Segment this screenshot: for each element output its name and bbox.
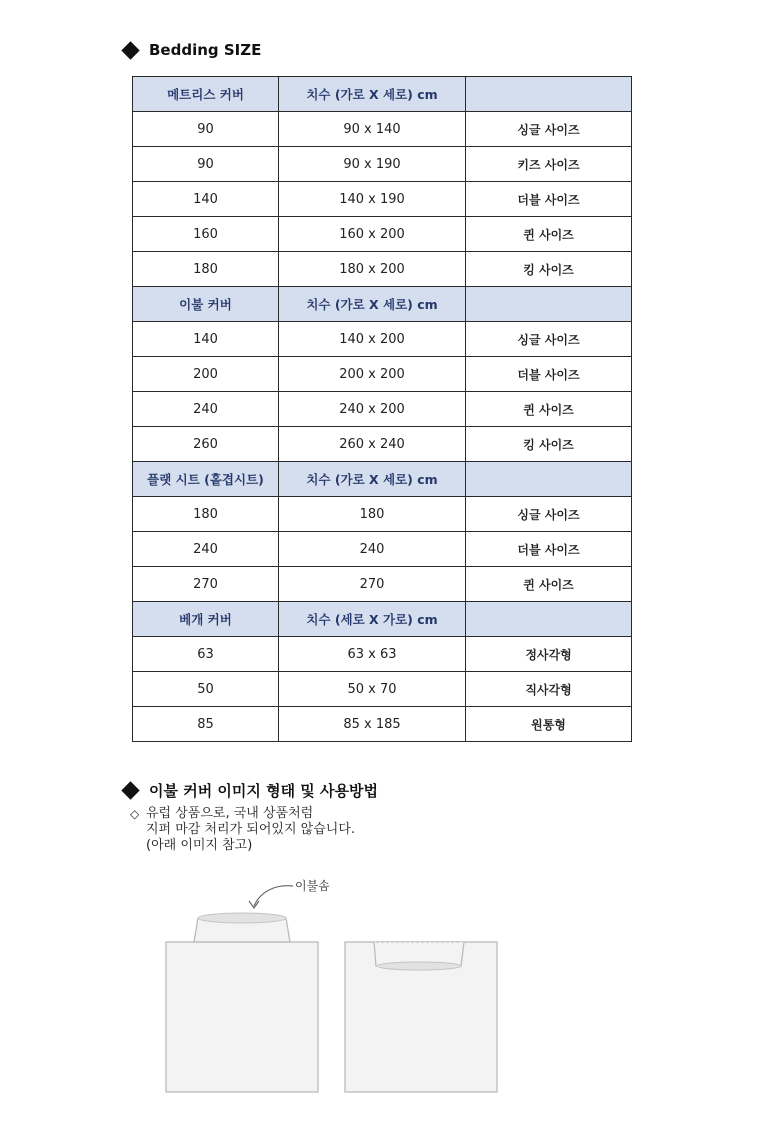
table-cell: 싱글 사이즈: [466, 322, 632, 357]
section-title: Bedding SIZE: [149, 41, 262, 59]
cover-open-view: [166, 913, 318, 1092]
table-cell: 180: [133, 497, 279, 532]
table-cell: 85 x 185: [279, 707, 466, 742]
table-header-row: [133, 602, 632, 637]
header-cell: [466, 77, 632, 112]
table-header-row: [133, 287, 632, 322]
header-cell: 치수 (세로 X 가로) cm: [279, 602, 466, 637]
note-line: 지퍼 마감 처리가 되어있지 않습니다.: [146, 822, 356, 837]
header-cell: 치수 (가로 X 세로) cm: [279, 462, 466, 497]
table-cell: 140 x 190: [279, 182, 466, 217]
duvet-cover-illustration: [150, 870, 510, 1110]
table-cell: 90 x 140: [279, 112, 466, 147]
table-cell: 260: [133, 427, 279, 462]
table-cell: 50 x 70: [279, 672, 466, 707]
duvet-insert-label: 이불솜: [295, 879, 330, 893]
table-cell: 원통형: [466, 707, 632, 742]
table-cell: 싱글 사이즈: [466, 497, 632, 532]
table-cell: 63: [133, 637, 279, 672]
header-cell: [466, 462, 632, 497]
table-row: [133, 147, 632, 182]
table-row: [133, 672, 632, 707]
table-row: [133, 567, 632, 602]
table-cell: 63 x 63: [279, 637, 466, 672]
table-cell: 퀸 사이즈: [466, 217, 632, 252]
table-header-row: [133, 462, 632, 497]
usage-notes: [130, 806, 355, 854]
table-row: [133, 707, 632, 742]
table-cell: 더블 사이즈: [466, 357, 632, 392]
table-cell: 퀸 사이즈: [466, 392, 632, 427]
table-cell: 200: [133, 357, 279, 392]
table-cell: 240: [279, 532, 466, 567]
table-cell: 더블 사이즈: [466, 532, 632, 567]
table-row: [133, 427, 632, 462]
table-cell: 140: [133, 182, 279, 217]
table-header-row: [133, 77, 632, 112]
table-cell: 160: [133, 217, 279, 252]
table-cell: 85: [133, 707, 279, 742]
table-row: [133, 392, 632, 427]
table-cell: 90: [133, 112, 279, 147]
table-row: [133, 252, 632, 287]
hollow-diamond-icon: ◇: [130, 807, 140, 821]
header-cell: 베개 커버: [133, 602, 279, 637]
diamond-bullet-icon: [121, 781, 139, 799]
table-cell: 270: [279, 567, 466, 602]
table-cell: 240: [133, 532, 279, 567]
table-row: [133, 217, 632, 252]
table-cell: 50: [133, 672, 279, 707]
table-cell: 240 x 200: [279, 392, 466, 427]
arrow-icon: [254, 886, 293, 906]
table-cell: 260 x 240: [279, 427, 466, 462]
table-cell: 200 x 200: [279, 357, 466, 392]
note-line: (아래 이미지 참고): [146, 838, 253, 853]
section-title: 이불 커버 이미지 형태 및 사용방법: [149, 782, 378, 800]
table-cell: 킹 사이즈: [466, 252, 632, 287]
header-cell: 이불 커버: [133, 287, 279, 322]
header-cell: 치수 (가로 X 세로) cm: [279, 287, 466, 322]
table-cell: 240: [133, 392, 279, 427]
table-cell: 90: [133, 147, 279, 182]
table-row: [133, 182, 632, 217]
table-cell: 퀸 사이즈: [466, 567, 632, 602]
cover-closed-view: [345, 942, 497, 1092]
section-heading-usage: [121, 780, 378, 801]
table-cell: 직사각형: [466, 672, 632, 707]
table-row: [133, 112, 632, 147]
table-row: [133, 637, 632, 672]
table-cell: 90 x 190: [279, 147, 466, 182]
note-line: 유럽 상품으로, 국내 상품처럼: [146, 806, 314, 821]
table-row: [133, 497, 632, 532]
table-row: [133, 322, 632, 357]
bedding-size-table: [132, 76, 632, 742]
table-cell: 140: [133, 322, 279, 357]
table-cell: 더블 사이즈: [466, 182, 632, 217]
table-cell: 180: [279, 497, 466, 532]
table-cell: 180 x 200: [279, 252, 466, 287]
header-cell: 메트리스 커버: [133, 77, 279, 112]
header-cell: [466, 287, 632, 322]
table-cell: 160 x 200: [279, 217, 466, 252]
section-heading-bedding-size: [121, 41, 261, 59]
table-row: [133, 357, 632, 392]
table-cell: 270: [133, 567, 279, 602]
header-cell: 플랫 시트 (홑겹시트): [133, 462, 279, 497]
table-cell: 싱글 사이즈: [466, 112, 632, 147]
header-cell: [466, 602, 632, 637]
table-cell: 키즈 사이즈: [466, 147, 632, 182]
table-cell: 킹 사이즈: [466, 427, 632, 462]
header-cell: 치수 (가로 X 세로) cm: [279, 77, 466, 112]
table-row: [133, 532, 632, 567]
table-cell: 140 x 200: [279, 322, 466, 357]
diamond-bullet-icon: [121, 41, 139, 59]
table-cell: 180: [133, 252, 279, 287]
table-cell: 정사각형: [466, 637, 632, 672]
